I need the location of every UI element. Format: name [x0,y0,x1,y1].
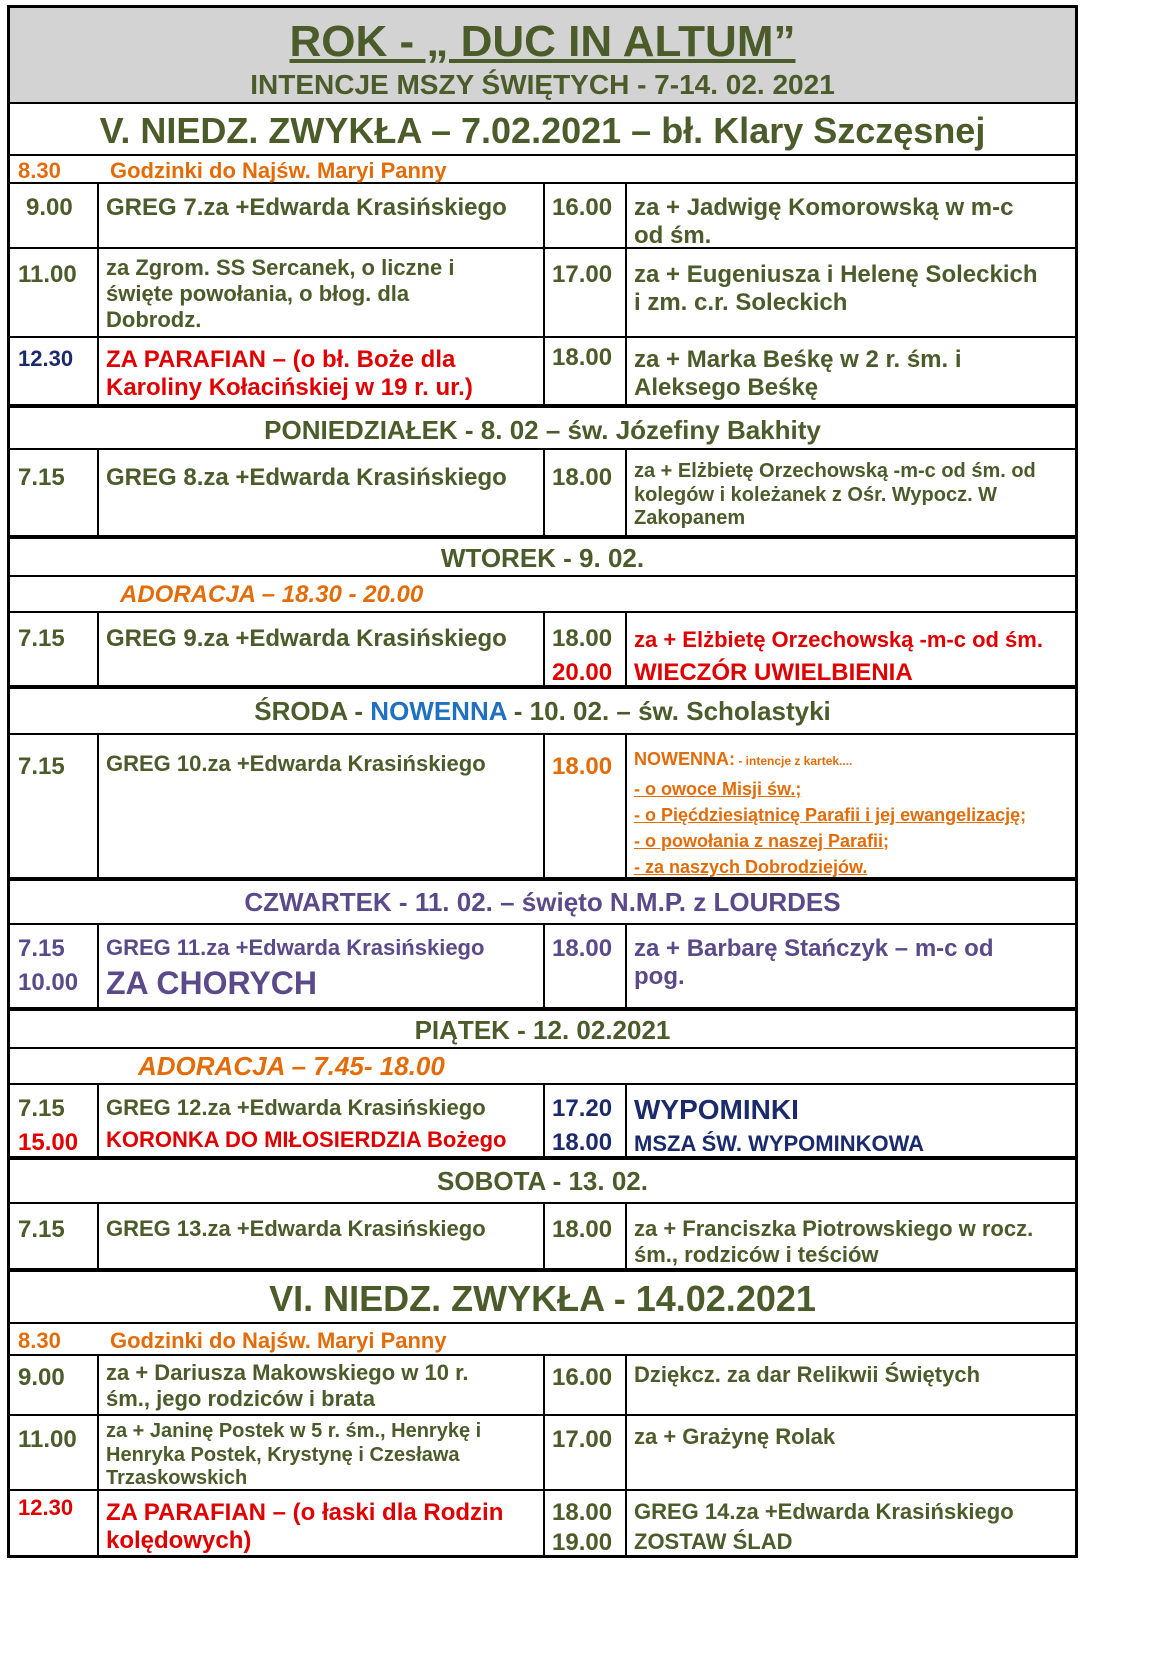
title-part: NOWENNA [370,696,507,726]
tuesday-row [10,613,1075,689]
intention: ZA CHORYCH [106,965,317,1001]
intention: GREG 7.za +Edwarda Krasińskiego [106,194,507,221]
time: 11.00 [18,261,77,288]
sunday2-title: VI. NIEDZ. ZWYKŁA - 14.02.2021 [269,1278,816,1319]
time: 20.00 [552,659,613,686]
time: 7.15 [18,464,65,491]
adoracja: ADORACJA – 18.30 - 20.00 [120,581,424,608]
sunday1-title-row [10,104,1075,156]
sunday1-title: V. NIEDZ. ZWYKŁA – 7.02.2021 – bł. Klary Szczęsnej [99,110,986,151]
thursday-title: CZWARTEK - 11. 02. – święto N.M.P. z LOURDES [244,887,841,917]
time: 18.00 [552,753,613,780]
sunday2-godzinki-row [10,1324,1075,1356]
adoracja: ADORACJA – 7.45- 18.00 [138,1051,445,1081]
friday-title: PIĄTEK - 12. 02.2021 [414,1015,671,1045]
saturday-title-row [10,1160,1075,1204]
sunday1-row-1 [10,184,1075,249]
intention: za + Franciszka Piotrowskiego w rocz. śm., rodziców i teściów [634,1216,1034,1267]
friday-adoracja-row [10,1049,1075,1085]
title-part: - 10. 02. – św. Scholastyki [506,696,831,726]
friday-title-row [10,1011,1075,1049]
time: 7.15 [18,625,65,652]
intention: za + Barbarę Stańczyk – m-c od pog. [634,935,994,991]
time: 7.15 [18,1095,65,1122]
intention: GREG 9.za +Edwarda Krasińskiego [106,625,507,652]
intention: za + Grażynę Rolak [634,1424,836,1449]
time: 18.00 [552,464,613,491]
intention: za + Elżbietę Orzechowską -m-c od śm. [634,627,1043,652]
time: 9.00 [18,1364,65,1391]
sunday1-godzinki-row [10,156,1075,184]
intention: Dziękcz. za dar Relikwii Świętych [634,1362,981,1387]
time: 10.00 [18,969,79,996]
nowenna-item: - o powołania z naszej Parafii; [634,831,890,851]
monday-row [10,450,1075,539]
time: 16.00 [552,1364,613,1391]
time: 18.00 [552,1216,613,1243]
tuesday-title: WTOREK - 9. 02. [440,543,645,573]
time: 7.15 [18,935,65,962]
godzinki-text: Godzinki do Najśw. Maryi Panny [110,1328,447,1353]
intention: za + Eugeniusza i Helenę Soleckich i zm. c.r. Soleckich [634,261,1038,317]
time: 17.00 [552,1426,613,1453]
intention: GREG 10.za +Edwarda Krasińskiego [106,751,486,776]
thursday-title-row [10,881,1075,925]
intention: GREG 11.za +Edwarda Krasińskiego [106,935,485,960]
intention: za + Marka Beśkę w 2 r. śm. i Aleksego Beśkę [634,346,962,402]
sunday2-title-row [10,1272,1075,1324]
intention: MSZA ŚW. WYPOMINKOWA [634,1131,925,1156]
time: 18.00 [552,1129,613,1156]
thursday-row [10,925,1075,1011]
saturday-title: SOBOTA - 13. 02. [437,1166,648,1196]
time: 12.30 [18,1495,74,1520]
intention: GREG 13.za +Edwarda Krasińskiego [106,1216,486,1241]
intentions-sheet [7,5,1078,1558]
nowenna-item: - o owoce Misji św.; [634,779,802,799]
intention: ZA PARAFIAN – (o bł. Boże dla Karoliny Kołacińskiej w 19 r. ur.) [106,346,473,402]
sunday1-row-2 [10,249,1075,338]
nowenna-note: - intencje z kartek.... [735,754,853,768]
time: 18.00 [552,935,613,962]
time: 16.00 [552,194,613,221]
sunday2-row-1 [10,1356,1075,1416]
intention: za + Janinę Postek w 5 r. śm., Henrykę i Henryka Postek, Krystynę i Czesława Trzaskowskich [106,1420,482,1490]
wednesday-title-row [10,689,1075,735]
intention: za + Elżbietę Orzechowską -m-c od śm. od kolegów i koleżanek z Ośr. Wypocz. W Zakopanem [634,460,1036,530]
wednesday-title [10,696,1075,727]
header-block [10,8,1075,104]
saturday-row [10,1204,1075,1272]
sunday2-row-3 [10,1491,1075,1558]
time: 18.00 [552,625,613,652]
intention: za Zgrom. SS Sercanek, o liczne i święte powołania, o błog. dla Dobrodz. [106,255,455,332]
intention: WYPOMINKI [634,1094,799,1125]
godzinki-time: 8.30 [18,1328,61,1353]
time: 17.00 [552,261,613,288]
monday-title: PONIEDZIAŁEK - 8. 02 – św. Józefiny Bakhity [264,415,821,445]
time: 12.30 [18,346,74,371]
tuesday-title-row [10,539,1075,577]
intention: WIECZÓR UWIELBIENIA [634,659,913,686]
sunday2-row-2 [10,1416,1075,1491]
time: 18.00 [552,344,613,371]
intention: GREG 8.za +Edwarda Krasińskiego [106,464,507,491]
title-part: ŚRODA - [254,696,371,726]
nowenna-label: NOWENNA: [634,749,735,769]
time: 17.20 [552,1095,613,1122]
intention: GREG 14.za +Edwarda Krasińskiego [634,1499,1014,1524]
intention: GREG 12.za +Edwarda Krasińskiego [106,1095,486,1120]
time: 7.15 [18,1216,65,1243]
intention: KORONKA DO MIŁOSIERDZIA Bożego [106,1127,507,1152]
wednesday-row [10,735,1075,881]
godzinki-text: Godzinki do Najśw. Maryi Panny [110,158,447,183]
time: 9.00 [26,194,73,221]
nowenna-item: - o Pięćdziesiątnicę Parafii i jej ewangelizację; [634,805,1027,825]
intention: za + Jadwigę Komorowską w m-c od śm. [634,194,1014,250]
intention: za + Dariusza Makowskiego w 10 r. śm., jego rodziców i brata [106,1360,469,1411]
godzinki-time: 8.30 [18,158,61,183]
nowenna-heading [634,749,852,771]
sunday1-row-3 [10,338,1075,408]
time: 15.00 [18,1129,79,1156]
nowenna-item: - za naszych Dobrodziejów. [634,857,868,877]
time: 11.00 [18,1426,77,1453]
intention: ZOSTAW ŚLAD [634,1529,793,1554]
tuesday-adoracja-row [10,577,1075,613]
time: 7.15 [18,753,65,780]
main-title: ROK - „ DUC IN ALTUM” [289,17,796,66]
monday-title-row [10,408,1075,450]
friday-row [10,1085,1075,1160]
intention: ZA PARAFIAN – (o łaski dla Rodzin kolędowych) [106,1499,504,1555]
time: 19.00 [552,1529,613,1556]
subtitle: INTENCJE MSZY ŚWIĘTYCH - 7-14. 02. 2021 [250,69,835,100]
time: 18.00 [552,1499,613,1526]
